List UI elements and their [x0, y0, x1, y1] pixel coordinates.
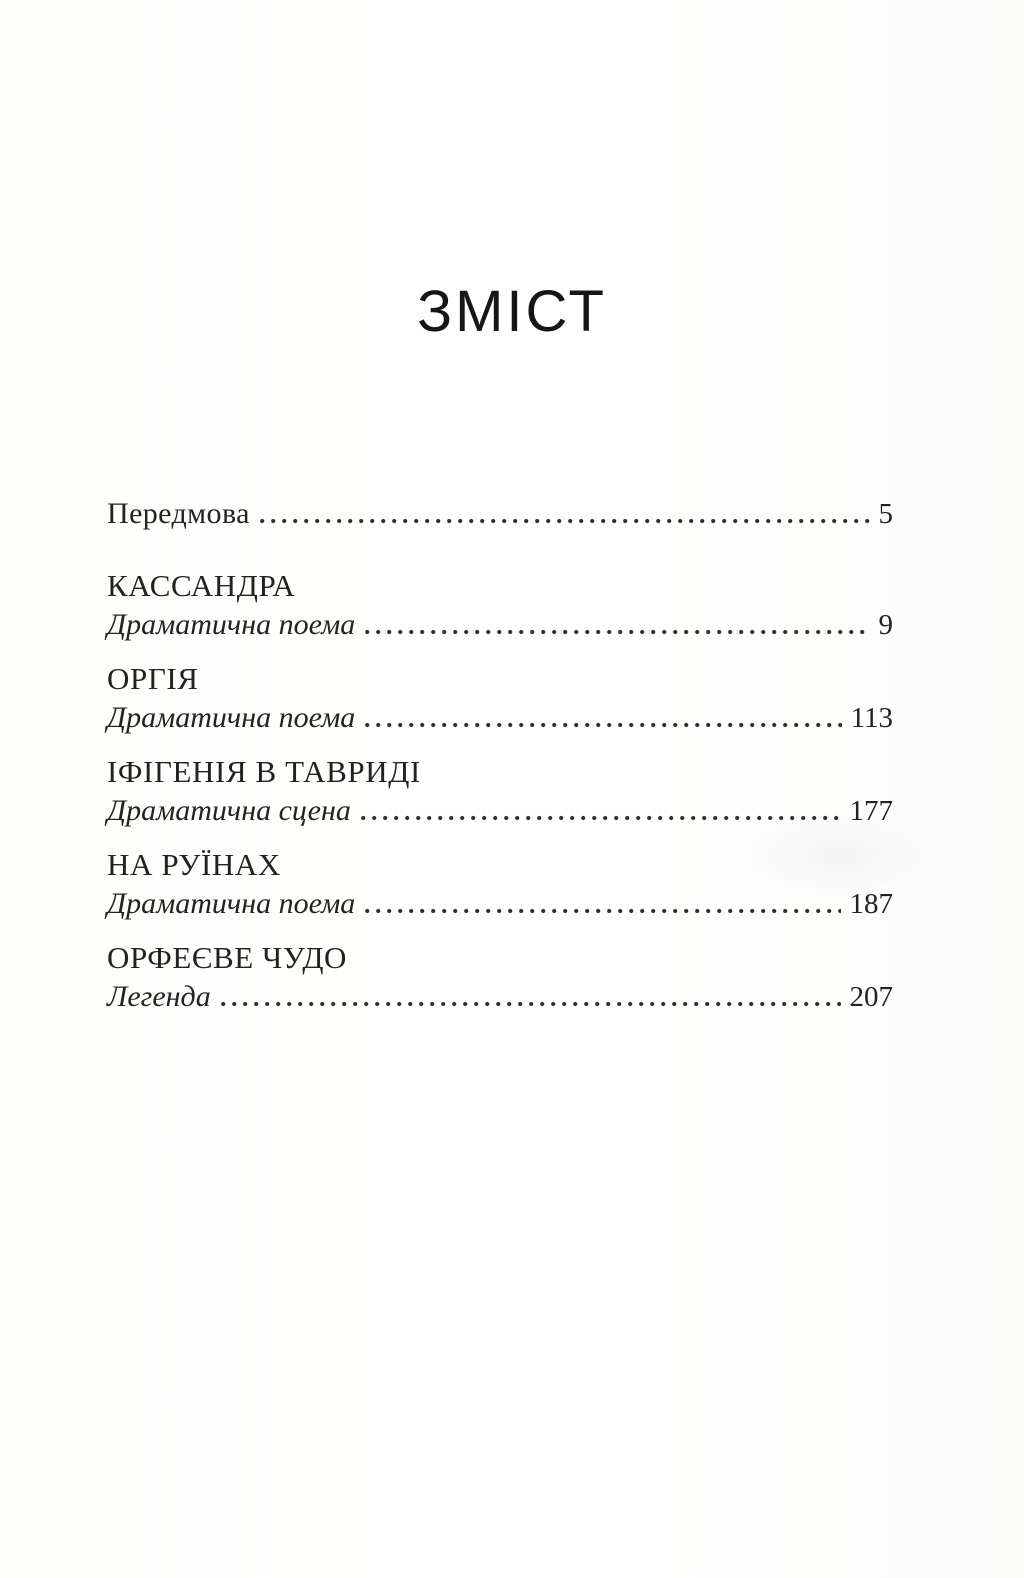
- dot-leader: [365, 629, 869, 635]
- entry-subtitle: Драматична поема: [107, 608, 356, 641]
- toc-entries: [0, 497, 1024, 1014]
- entry-page-number: 187: [849, 888, 893, 920]
- entry-page-number: 113: [850, 702, 893, 734]
- entry-subtitle: Легенда: [107, 980, 211, 1013]
- entry-title: ОРФЕЄВЕ ЧУДО: [107, 940, 348, 975]
- entry-line: [107, 887, 893, 921]
- entry-subtitle: Драматична сцена: [107, 794, 351, 827]
- entry-subtitle: Драматична поема: [107, 887, 356, 920]
- toc-entry: [107, 941, 893, 1014]
- dot-leader: [221, 1001, 841, 1007]
- entry-page-number: 9: [878, 609, 893, 641]
- toc-entry: [107, 497, 893, 531]
- dot-leader: [361, 815, 841, 821]
- entry-subtitle: Драматична поема: [107, 701, 356, 734]
- entry-line: [107, 794, 893, 828]
- entry-line: [107, 701, 893, 735]
- toc-entry: [107, 755, 893, 828]
- entry-title: ІФІГЕНІЯ В ТАВРИДІ: [107, 754, 421, 789]
- entry-line: [107, 980, 893, 1014]
- entry-page-number: 5: [878, 498, 893, 530]
- entry-title: НА РУЇНАХ: [107, 847, 281, 882]
- entry-line: [107, 608, 893, 642]
- dot-leader: [365, 722, 841, 728]
- entry-subtitle: Передмова: [107, 497, 250, 530]
- toc-entry: [107, 662, 893, 735]
- toc-entry: [107, 569, 893, 642]
- entry-page-number: 207: [849, 981, 893, 1013]
- dot-leader: [260, 518, 870, 524]
- entry-title: КАССАНДРА: [107, 568, 296, 603]
- entry-page-number: 177: [849, 795, 893, 827]
- toc-entry: [107, 848, 893, 921]
- dot-leader: [365, 908, 840, 914]
- entry-line: [107, 497, 893, 531]
- toc-title: ЗМІСТ: [417, 279, 607, 344]
- entry-title: ОРГІЯ: [107, 661, 199, 696]
